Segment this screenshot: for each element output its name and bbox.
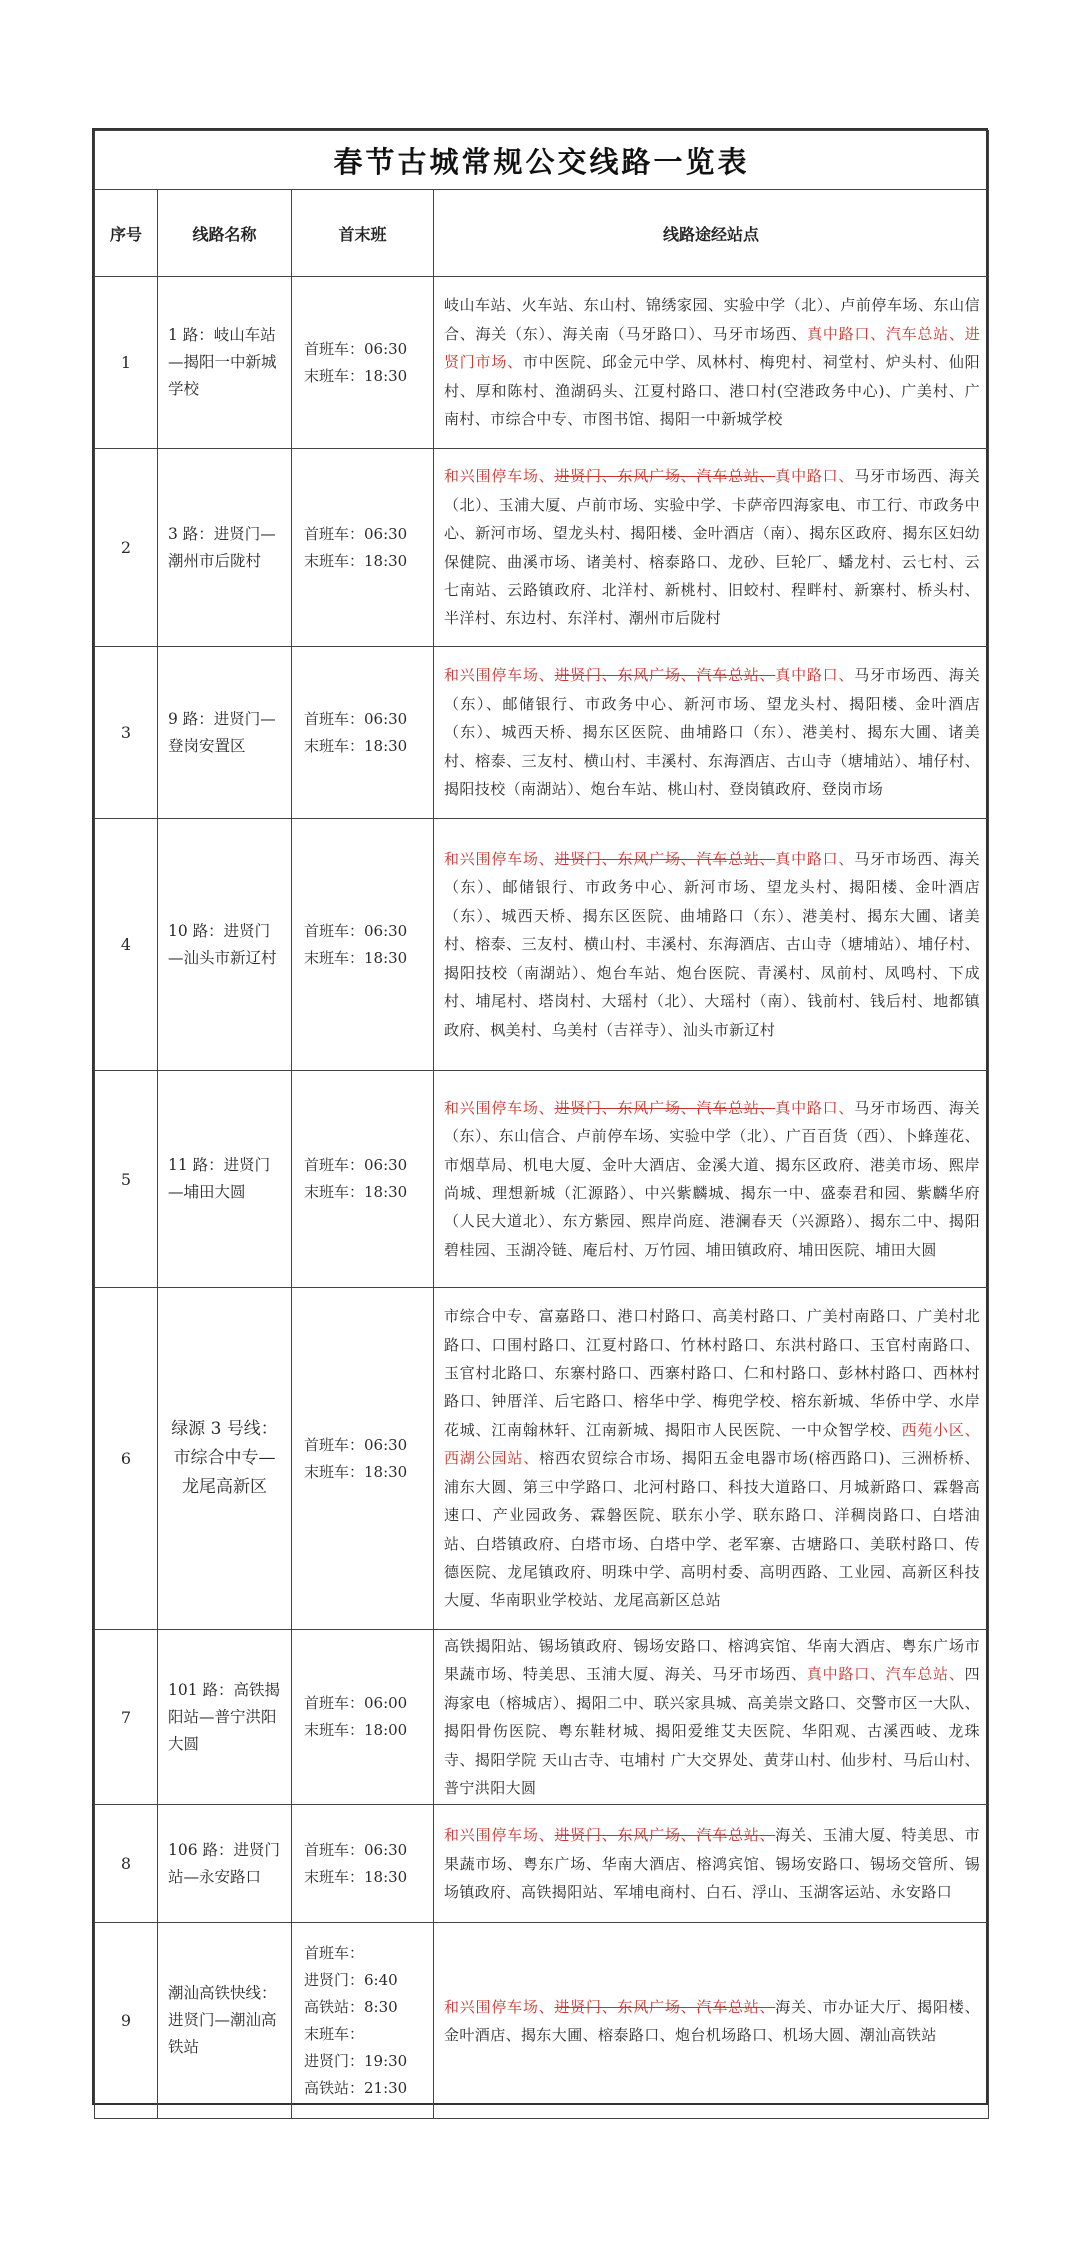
route-name: 1 路：岐山车站—揭阳一中新城学校: [158, 277, 292, 449]
schedule-line: 末班车：: [304, 2024, 365, 2043]
stops-text: 马牙市场西、海关（北）、玉浦大厦、卢前市场、实验中学、卡萨帝四海家电、市工行、市政务中心、新河市场、望龙头村、揭阳楼、金叶酒店（南）、揭东区政府、揭东区妇幼保健院、曲溪市场、诸美村、榕泰路口、龙砂、巨轮厂、蟠龙村、云七村、云七南站、云路镇政府、北洋村、新桃村、旧蛟村、程畔村、新寨村、桥头村、半洋村、东边村、东洋村、潮州市后陇村: [444, 467, 981, 628]
route-number: 2: [95, 449, 158, 647]
route-schedule: [292, 819, 434, 1071]
route-schedule: [292, 1071, 434, 1288]
schedule-line: 末班车：18:30: [304, 1183, 408, 1201]
stops-text: 马牙市场西、海关（东）、邮储银行、市政务中心、新河市场、望龙头村、揭阳楼、金叶酒店（东）、城西天桥、揭东区医院、曲埔路口（东）、港美村、揭东大圃、诸美村、榕泰、三友村、横山村、丰溪村、东海酒店、古山寺（塘埔站）、埔仔村、揭阳技校（南湖站）、炮台车站、桃山村、登岗镇政府、登岗市场: [444, 666, 981, 799]
stops-text: 马牙市场西、海关（东）、邮储银行、市政务中心、新河市场、望龙头村、揭阳楼、金叶酒店（东）、城西天桥、揭东区医院、曲埔路口（东）、港美村、揭东大圃、诸美村、榕泰、三友村、横山村、丰溪村、东海酒店、古山寺（塘埔站）、埔仔村、揭阳技校（南湖站）、炮台车站、炮台医院、青溪村、凤前村、凤鸣村、下成村、埔尾村、塔岗村、大瑶村（北）、大瑶村（南）、钱前村、钱后村、地都镇政府、枫美村、乌美村（吉祥寺）、汕头市新辽村: [444, 850, 981, 1039]
route-name: 10 路：进贤门—汕头市新辽村: [158, 819, 292, 1071]
route-stops: [434, 1071, 989, 1288]
header-time: 首末班: [292, 190, 434, 277]
route-row: [95, 647, 989, 819]
route-table-sheet: [92, 128, 988, 2105]
schedule-line: 末班车：18:30: [304, 366, 408, 385]
stops-text: 四海家电（榕城店）、揭阳二中、联兴家具城、高美崇文路口、交警市区一大队、揭阳骨伤医院、粤东鞋材城、揭阳爱维艾夫医院、华阳观、古溪西岐、龙珠寺、揭阳学院 天山古寺、屯埔村 广大交界处、黄芽山村、仙步村、马后山村、普宁洪阳大圆: [444, 1665, 981, 1798]
changed-stops: 真中路口、汽车总站、: [806, 1665, 965, 1684]
header-num: 序号: [95, 190, 158, 277]
title-row: [95, 131, 989, 190]
route-number: 9: [95, 1923, 158, 2119]
route-stops: [434, 819, 989, 1071]
route-number: 6: [95, 1288, 158, 1630]
cancelled-stops: 进贤门、东风广场、汽车总站、: [554, 1826, 776, 1845]
route-schedule: [292, 1630, 434, 1805]
route-schedule: [292, 647, 434, 819]
route-number: 1: [95, 277, 158, 449]
schedule-line: 末班车：18:30: [304, 1462, 408, 1481]
changed-stops: 真中路口、: [775, 467, 855, 486]
schedule-line: 首班车：06:00: [304, 1694, 408, 1713]
cancelled-stops: 进贤门、东风广场、汽车总站、: [554, 850, 776, 869]
schedule-line: 首班车：06:30: [304, 339, 408, 358]
route-name: 绿源 3 号线：市综合中专—龙尾高新区: [158, 1288, 292, 1630]
stops-text: 高铁揭阳站、锡场镇政府、锡场安路口、榕鸿宾馆、华南大酒店、粤东广场市果蔬市场、特美思、玉浦大厦、海关、马牙市场西、: [444, 1637, 981, 1684]
route-number: 5: [95, 1071, 158, 1288]
schedule-line: 末班车：18:00: [304, 1721, 408, 1740]
schedule-line: 高铁站：8:30: [304, 1997, 398, 2016]
stops-text: 马牙市场西、海关（东）、东山信合、卢前停车场、实验中学（北）、广百百货（西）、卜蜂莲花、市烟草局、机电大厦、金叶大酒店、金溪大道、揭东区政府、港美市场、熙岸尚城、理想新城（汇源路）、中兴紫麟城、揭东一中、盛泰君和园、紫麟华府（人民大道北）、东方紫园、熙岸尚庭、港澜春天（兴源路）、揭东二中、揭阳碧桂园、玉湖冷链、庵后村、万竹园、埔田镇政府、埔田医院、埔田大圆: [444, 1098, 981, 1259]
header-name: 线路名称: [158, 190, 292, 277]
route-schedule: [292, 1288, 434, 1630]
route-row: [95, 819, 989, 1071]
stops-text: 岐山车站、火车站、东山村、锦绣家园、实验中学（北）、卢前停车场、东山信合、海关（东）、海关南（马牙路口）、马牙市场西、: [444, 296, 981, 343]
route-stops: [434, 647, 989, 819]
page-title: 春节古城常规公交线路一览表: [95, 131, 989, 190]
route-name: 3 路：进贤门—潮州市后陇村: [158, 449, 292, 647]
route-number: 8: [95, 1805, 158, 1923]
schedule-line: 首班车：06:30: [304, 709, 408, 728]
route-row: [95, 1805, 989, 1923]
route-row: [95, 1630, 989, 1805]
route-row: [95, 449, 989, 647]
route-name: 101 路：高铁揭阳站—普宁洪阳大圆: [158, 1630, 292, 1805]
schedule-line: 末班车：18:30: [304, 948, 408, 967]
header-row: [95, 190, 989, 277]
route-name: 潮汕高铁快线：进贤门—潮汕高铁站: [158, 1923, 292, 2119]
stops-text: 海关、玉浦大厦、特美思、市果蔬市场、粤东广场、华南大酒店、榕鸿宾馆、锡场安路口、锡场交管所、锡场镇政府、高铁揭阳站、军埔电商村、白石、浮山、玉湖客运站、永安路口: [444, 1826, 981, 1902]
route-schedule: [292, 277, 434, 449]
schedule-line: 进贤门：6:40: [304, 1970, 398, 1989]
changed-stops: 和兴围停车场、: [444, 1997, 555, 2016]
changed-stops: 西苑小区、西湖公园站、: [444, 1420, 981, 1468]
route-stops: [434, 1288, 989, 1630]
route-stops: [434, 449, 989, 647]
schedule-line: 末班车：18:30: [304, 551, 408, 570]
stops-text: 榕西农贸综合市场、揭阳五金电器市场(榕西路口)、三洲桥桥、浦东大圆、第三中学路口、北河村路口、科技大道路口、月城新路口、霖磐高速口、产业园政务、霖磐医院、联东小学、联东路口、洋稠岗路口、白塔油站、白塔镇政府、白塔市场、白塔中学、老军寨、古塘路口、美联村路口、传德医院、龙尾镇政府、明珠中学、高明村委、高明西路、工业园、高新区科技大厦、华南职业学校站、龙尾高新区总站: [444, 1449, 981, 1610]
route-schedule: [292, 1923, 434, 2119]
route-name: 9 路：进贤门—登岗安置区: [158, 647, 292, 819]
route-schedule: [292, 1805, 434, 1923]
route-name: 106 路：进贤门站—永安路口: [158, 1805, 292, 1923]
header-stops: 线路途经站点: [434, 190, 989, 277]
route-stops: [434, 1923, 989, 2119]
changed-stops: 和兴围停车场、: [444, 1098, 555, 1117]
changed-stops: 真中路口、: [775, 666, 855, 685]
route-schedule: [292, 449, 434, 647]
changed-stops: 真中路口、: [775, 850, 855, 869]
route-stops: [434, 277, 989, 449]
route-table: [94, 130, 989, 2119]
changed-stops: 真中路口、汽车总站、进贤门市场、: [444, 324, 981, 372]
schedule-line: 首班车：06:30: [304, 524, 408, 543]
cancelled-stops: 进贤门、东风广场、汽车总站、: [554, 1997, 776, 2016]
route-stops: [434, 1630, 989, 1805]
route-number: 4: [95, 819, 158, 1071]
cancelled-stops: 进贤门、东风广场、汽车总站、: [554, 666, 776, 685]
changed-stops: 和兴围停车场、: [444, 467, 555, 486]
route-row: [95, 277, 989, 449]
changed-stops: 和兴围停车场、: [444, 850, 555, 869]
schedule-line: 首班车：06:30: [304, 1435, 408, 1454]
changed-stops: 和兴围停车场、: [444, 1826, 555, 1845]
route-row: [95, 1923, 989, 2119]
changed-stops: 真中路口、: [775, 1098, 855, 1117]
changed-stops: 和兴围停车场、: [444, 666, 555, 685]
route-number: 7: [95, 1630, 158, 1805]
schedule-line: 末班车：18:30: [304, 1867, 408, 1886]
schedule-line: 首班车：06:30: [304, 1156, 408, 1174]
cancelled-stops: 进贤门、东风广场、汽车总站、: [554, 1098, 776, 1117]
stops-text: 市中医院、邱金元中学、凤林村、梅兜村、祠堂村、炉头村、仙阳村、厚和陈村、渔湖码头、江夏村路口、港口村(空港政务中心)、广美村、广南村、市综合中专、市图书馆、揭阳一中新城学校: [444, 353, 981, 429]
route-row: [95, 1071, 989, 1288]
stops-text: 市综合中专、富嘉路口、港口村路口、高美村路口、广美村南路口、广美村北路口、口围村路口、江夏村路口、竹林村路口、东洪村路口、玉官村南路口、玉官村北路口、东寨村路口、西寨村路口、仁和村路口、彭林村路口、西林村路口、钟厝洋、后宅路口、榕华中学、梅兜学校、榕东新城、华侨中学、水岸花城、江南翰林轩、江南新城、揭阳市人民医院、一中众智学校、: [444, 1307, 981, 1439]
route-row: [95, 1288, 989, 1630]
route-number: 3: [95, 647, 158, 819]
schedule-line: 末班车：18:30: [304, 736, 408, 755]
schedule-line: 首班车：06:30: [304, 921, 408, 940]
schedule-line: 进贤门：19:30: [304, 2051, 408, 2070]
cancelled-stops: 进贤门、东风广场、汽车总站、: [554, 467, 776, 486]
schedule-line: 首班车：06:30: [304, 1840, 408, 1859]
stops-text: 海关、市办证大厅、揭阳楼、金叶酒店、揭东大圃、榕泰路口、炮台机场路口、机场大圆、潮汕高铁站: [444, 1997, 981, 2044]
schedule-line: 高铁站：21:30: [304, 2078, 408, 2097]
route-stops: [434, 1805, 989, 1923]
schedule-line: 首班车：: [304, 1943, 365, 1962]
route-name: 11 路：进贤门—埔田大圆: [158, 1071, 292, 1288]
